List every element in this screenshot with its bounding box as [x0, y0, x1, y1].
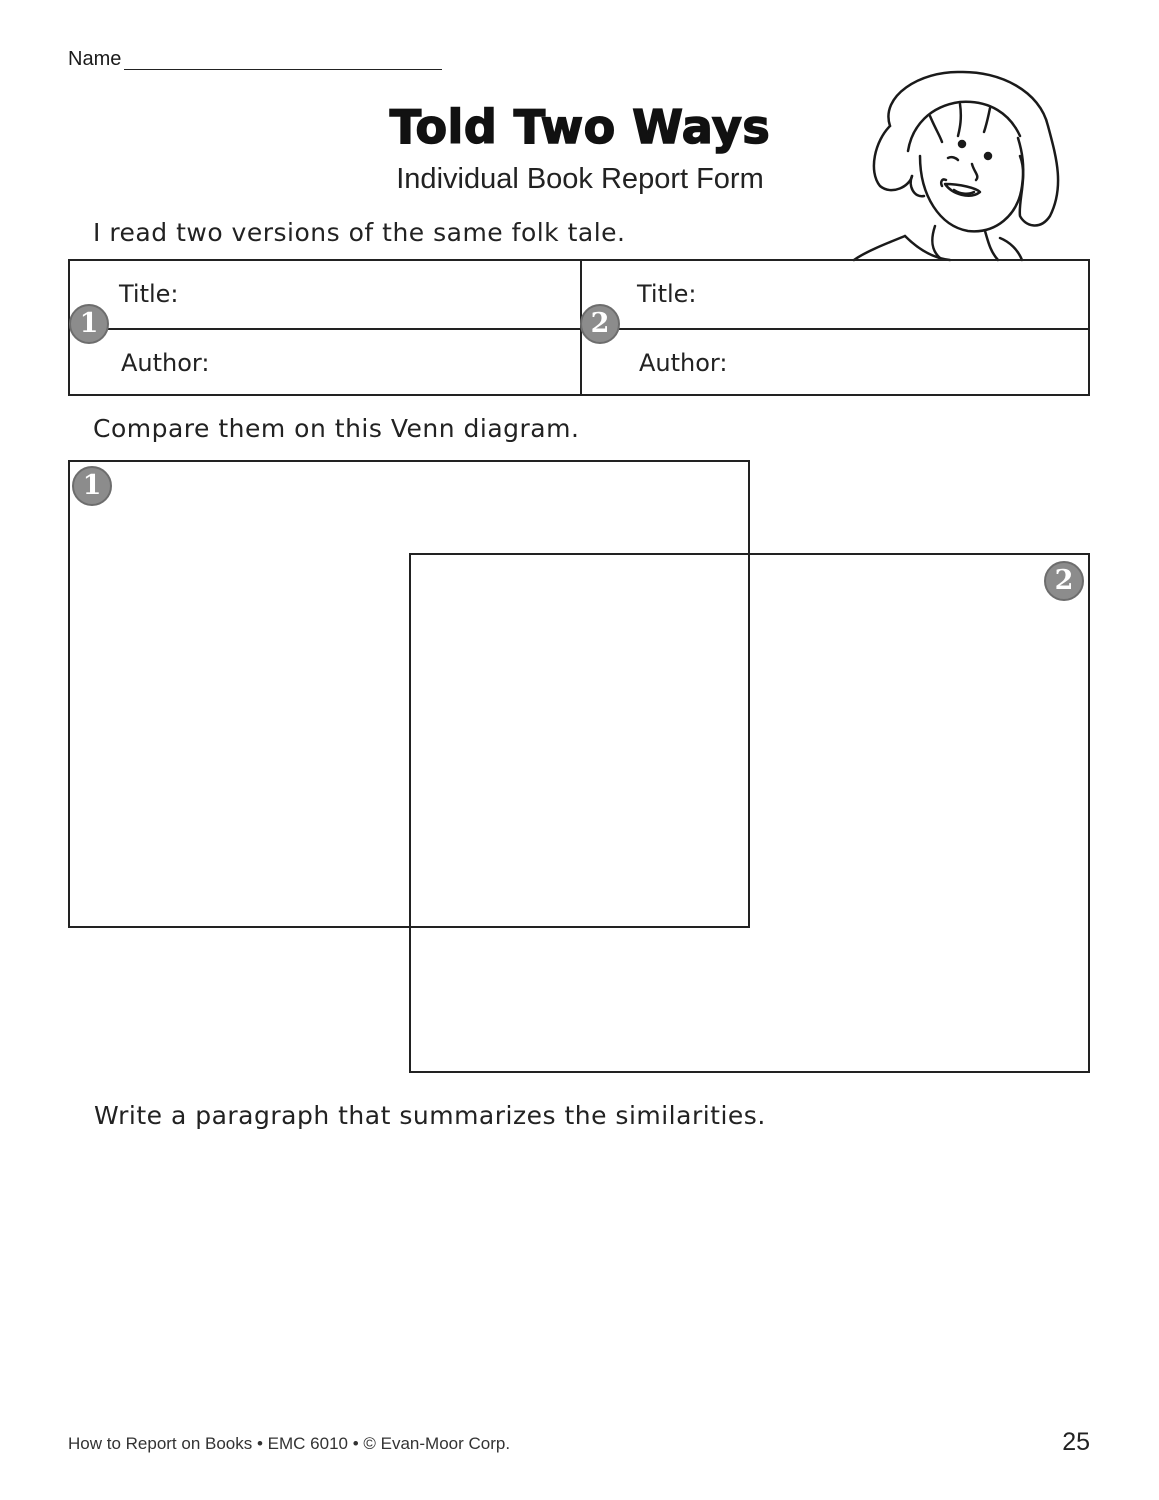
book-2-author-label: Author: [639, 349, 728, 377]
book-2-author-field[interactable] [738, 337, 1080, 389]
book-1-number-badge: 1 [69, 304, 109, 344]
page-number: 25 [1062, 1428, 1090, 1456]
venn-box-1-badge: 1 [72, 466, 112, 506]
name-label: Name [68, 48, 122, 70]
book-2-number-badge: 2 [580, 304, 620, 344]
paragraph-writing-area[interactable] [68, 1150, 1090, 1400]
book-2-title-field[interactable] [715, 269, 1080, 321]
page-title: Told Two Ways [389, 100, 771, 154]
book-2-title-label: Title: [637, 280, 697, 308]
paragraph-prompt: Write a paragraph that summarizes the similarities. [94, 1101, 766, 1130]
book-1-author-field[interactable] [220, 337, 570, 389]
book-info-table [68, 259, 1090, 396]
page-subtitle: Individual Book Report Form [396, 163, 764, 195]
venn-box-2[interactable] [409, 553, 1090, 1073]
girl-illustration-icon [850, 66, 1065, 262]
intro-prompt: I read two versions of the same folk tale. [93, 218, 626, 247]
book-1-title-label: Title: [119, 280, 179, 308]
book-1-author-label: Author: [121, 349, 210, 377]
book-1-title-field[interactable] [200, 269, 570, 321]
table-row-divider [70, 328, 1088, 330]
venn-box-2-badge: 2 [1044, 561, 1084, 601]
name-input-line[interactable] [124, 69, 442, 70]
footer-credit: How to Report on Books • EMC 6010 • © Evan-Moor Corp. [68, 1434, 511, 1453]
compare-prompt: Compare them on this Venn diagram. [93, 414, 580, 443]
